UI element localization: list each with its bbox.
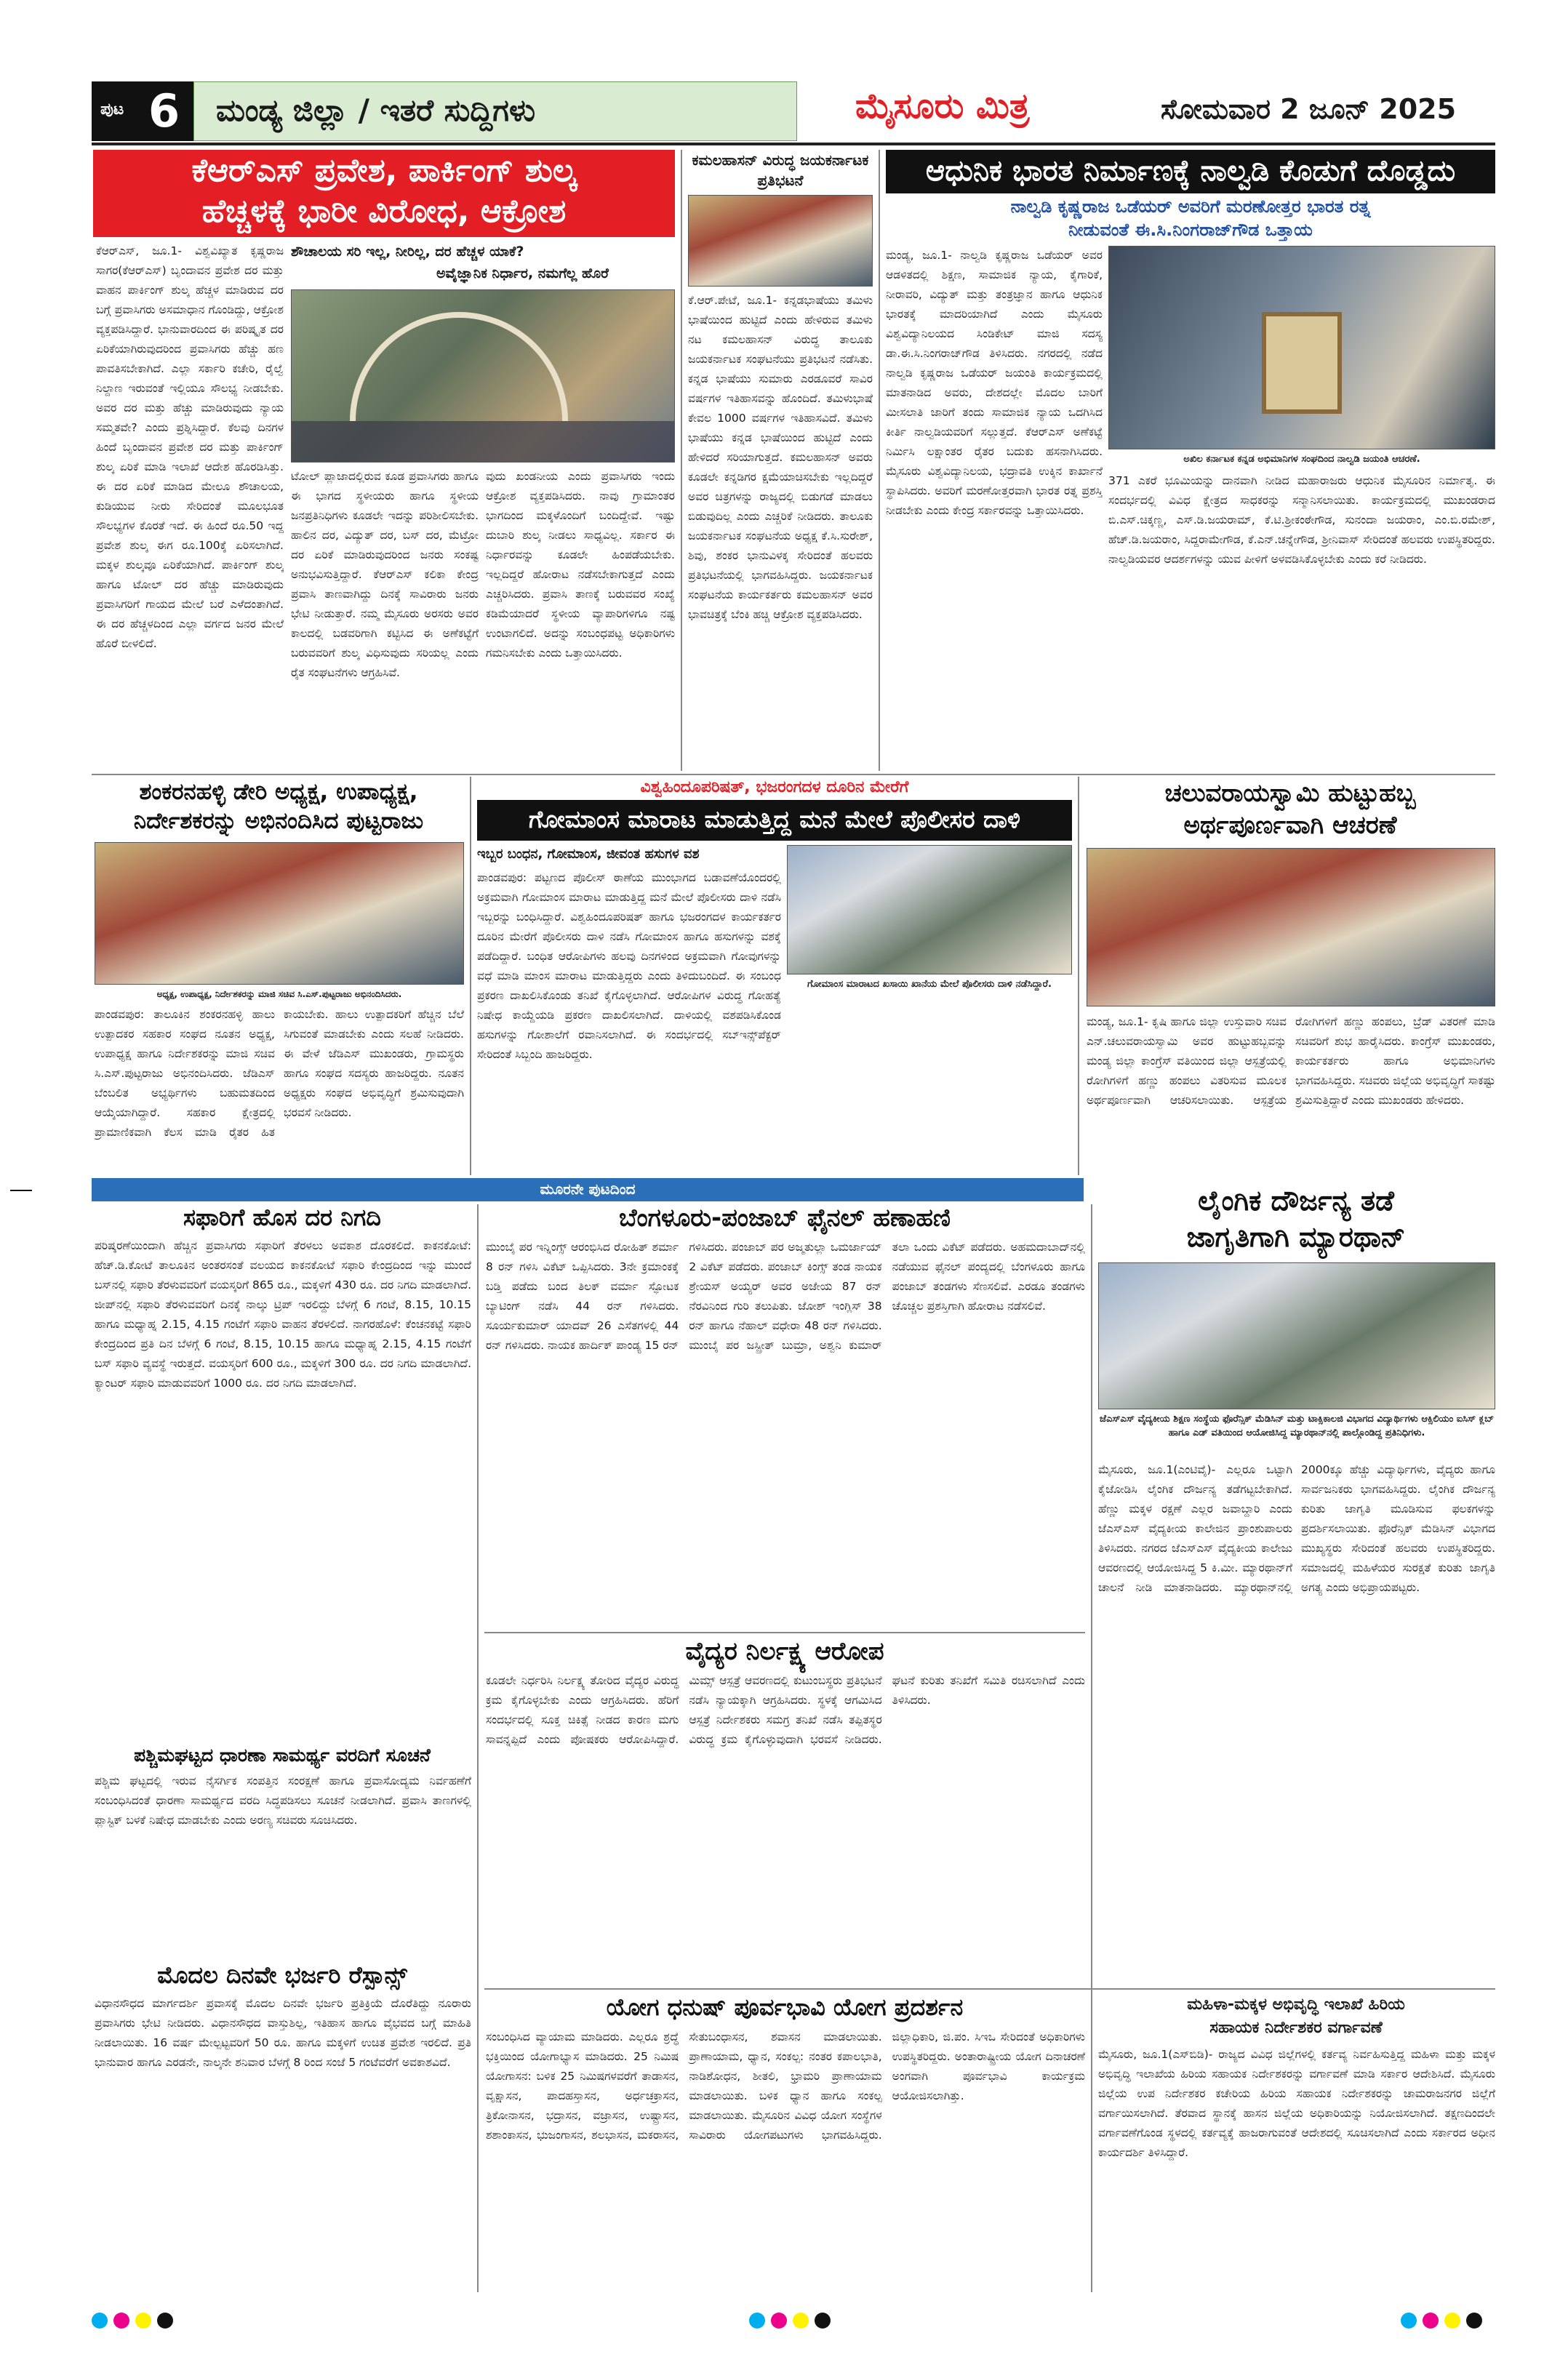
ghats-body: ಪಶ್ಚಿಮ ಘಟ್ಟದಲ್ಲಿ ಇರುವ ನೈಸರ್ಗಿಕ ಸಂಪತ್ತಿನ ಸಂರಕ್ಷಣೆ ಹಾಗೂ ಪ್ರವಾಸೋದ್ಯಮ ನಿರ್ವಹಣೆಗೆ ಸಂಬಂಧಿಸಿದಂತೆ ಧಾರಣಾ ಸಾಮರ್ಥ್ಯದ ವರದಿ ಸಿದ್ಧಪಡಿಸಲು ಸೂಚನೆ ನೀಡಲಾಗಿದೆ. ಪ್ರವಾಸಿ ತಾಣಗಳಲ್ಲಿ ಪ್ಲಾಸ್ಟಿಕ್ ಬಳಕೆ ನಿಷೇಧ ಮಾಡಬೇಕು ಎಂದು ಅರಣ್ಯ ಸಚಿವರು ಸೂಚಿಸಿದರು.: [95, 1774, 471, 1827]
marathon-headline-1: ಲೈಂಗಿಕ ದೌರ್ಜನ್ಯ ತಡೆ: [1198, 1185, 1394, 1217]
page-number: 6: [148, 84, 180, 137]
mahila-body: ಮೈಸೂರು, ಜೂ.1(ಎಸ್‌ಬಿಡಿ)- ರಾಜ್ಯದ ವಿವಿಧ ಜಿಲ್ಲೆಗಳಲ್ಲಿ ಕರ್ತವ್ಯ ನಿರ್ವಹಿಸುತ್ತಿದ್ದ ಮಹಿಳಾ ಮತ್ತು ಮಕ್ಕಳ ಅಭಿವೃದ್ಧಿ ಇಲಾಖೆಯ ಹಿರಿಯ ಸಹಾಯಕ ನಿರ್ದೇಶಕರನ್ನು ವರ್ಗಾವಣೆ ಮಾಡಿ ಸರ್ಕಾರ ಆದೇಶಿಸಿದೆ. ಮೈಸೂರು ಜಿಲ್ಲೆಯ ಉಪ ನಿರ್ದೇಶಕರ ಕಚೇರಿಯ ಹಿರಿಯ ಸಹಾಯಕ ನಿರ್ದೇಶಕರನ್ನು ಚಾಮರಾಜನಗರ ಜಿಲ್ಲೆಗೆ ವರ್ಗಾಯಿಸಲಾಗಿದೆ. ತೆರವಾದ ಸ್ಥಾನಕ್ಕೆ ಹಾಸನ ಜಿಲ್ಲೆಯ ಅಧಿಕಾರಿಯನ್ನು ನಿಯೋಜಿಸಲಾಗಿದೆ. ತಕ್ಷಣದಿಂದಲೇ ವರ್ಗಾವಣೆಗೊಂಡ ಸ್ಥಳದಲ್ಲಿ ಕರ್ತವ್ಯಕ್ಕೆ ಹಾಜರಾಗುವಂತೆ ಆದೇಶದಲ್ಲಿ ಸೂಚಿಸಲಾಗಿದೆ ಎಂದು ಸರ್ಕಾರದ ಅಧೀನ ಕಾರ್ಯದರ್ಶಿ ತಿಳಿಸಿದ್ದಾರೆ.: [1098, 2048, 1495, 2159]
cyan-dot: [92, 2313, 108, 2329]
krs-subhead-2: ಅವೈಜ್ಞಾನಿಕ ನಿರ್ಧಾರ, ನಮಗೆಲ್ಲ ಹೊರೆ: [436, 265, 609, 281]
beef-headline: ಗೋಮಾಂಸ ಮಾರಾಟ ಮಾಡುತ್ತಿದ್ದ ಮನೆ ಮೇಲೆ ಪೊಲೀಸರ ದಾಳಿ: [529, 805, 1020, 833]
krs-gate-photo: [291, 289, 675, 463]
ghats-headline: ಪಶ್ಚಿಮಘಟ್ಟದ ಧಾರಣಾ ಸಾಮರ್ಥ್ಯ ವರದಿಗೆ ಸೂಚನೆ: [134, 1745, 431, 1766]
safari-body: ಪರಿಷ್ಕರಣೆಯಿಂದಾಗಿ ಹೆಚ್ಚಿನ ಪ್ರವಾಸಿಗರು ಸಫಾರಿಗೆ ತೆರಳಲು ಅವಕಾಶ ದೊರಕಲಿದೆ. ಕಾಕನಕೋಟೆ: ಹೆಚ್.ಡಿ.ಕೋಟೆ ತಾಲೂಕಿನ ಅಂತರಸಂತೆ ವಲಯದ ಕಾಕನಕೋಟೆ ಸಫಾರಿ ಕೇಂದ್ರದಿಂದ ಇನ್ನು ಮುಂದೆ ಬಸ್‌ನಲ್ಲಿ ಸಫಾರಿ ತೆರಳುವವರಿಗೆ ವಯಸ್ಕರಿಗೆ 865 ರೂ., ಮಕ್ಕಳಿಗೆ 430 ರೂ. ದರ ನಿಗದಿ ಮಾಡಲಾಗಿದೆ. ಜೀಪ್‌ನಲ್ಲಿ ಸಫಾರಿ ತೆರಳುವವರಿಗೆ ದಿನಕ್ಕೆ ನಾಲ್ಕು ಟ್ರಿಪ್ ಇರಲಿದ್ದು ಬೆಳಗ್ಗೆ 6 ಗಂಟೆ, 8.15, 10.15 ಹಾಗೂ ಮಧ್ಯಾಹ್ನ 2.15, 4.15 ಗಂಟೆಗೆ ಸಫಾರಿ ವಾಹನ ತೆರಳಲಿದೆ. ನಾಗರಹೊಳೆ: ಕೆಂಚನಕಟ್ಟೆ ಸಫಾರಿ ಕೇಂದ್ರದಿಂದ ಪ್ರತಿ ದಿನ ಬೆಳಗ್ಗೆ 6 ಗಂಟೆ, 8.15, 10.15 ಹಾಗೂ ಮಧ್ಯಾಹ್ನ 2.15, 4.15 ಗಂಟೆಗೆ ಬಸ್ ಸಫಾರಿ ವ್ಯವಸ್ಥೆ ಇರುತ್ತದೆ. ವಯಸ್ಕರಿಗೆ 600 ರೂ., ಮಕ್ಕಳಿಗೆ 300 ರೂ. ದರ ನಿಗದಿ ಮಾಡಲಾಗಿದೆ. ಕ್ಯಾಂಟರ್ ಸಫಾರಿ ಮಾಡುವವರಿಗೆ 1000 ರೂ. ದರ ನಿಗದಿ ಮಾಡಲಾಗಿದೆ.: [95, 1239, 471, 1390]
beef-photo-caption: ಗೋಮಾಂಸ ಮಾರಾಟದ ಖಸಾಯಿ ಖಾನೆಯ ಮೇಲೆ ಪೊಲೀಸರು ದಾಳಿ ನಡೆಸಿದ್ದಾರೆ.: [807, 979, 1052, 990]
shankar-group-photo: [95, 842, 464, 985]
beef-headline-box: [477, 800, 1072, 841]
krs-headline-box: [93, 150, 675, 237]
marathon-runners-photo: [1098, 1262, 1495, 1409]
magenta-dot: [1423, 2313, 1439, 2329]
beef-subhead: ಇಬ್ಬರ ಬಂಧನ, ಗೋಮಾಂಸ, ಜೀವಂತ ಹಸುಗಳ ವಶ: [477, 846, 700, 862]
row-divider-2: [484, 1632, 1085, 1633]
shankar-headline-1: ಶಂಕರನಹಳ್ಳಿ ಡೇರಿ ಅಧ್ಯಕ್ಷ, ಉಪಾಧ್ಯಕ್ಷ,: [139, 779, 418, 805]
krs-gate-crowd: [292, 421, 675, 463]
section-title-bar: [193, 81, 797, 141]
response-body: ವಿಧಾನಸೌಧದ ಮಾರ್ಗದರ್ಶಿ ಪ್ರವಾಸಕ್ಕೆ ಮೊದಲ ದಿನವೇ ಭರ್ಜರಿ ಪ್ರತಿಕ್ರಿಯೆ ದೊರೆತಿದ್ದು ನೂರಾರು ಪ್ರವಾಸಿಗರು ಭೇಟಿ ನೀಡಿದರು. ವಿಧಾನಸೌಧದ ವಾಸ್ತುಶಿಲ್ಪ, ಇತಿಹಾಸ ಹಾಗೂ ವೈಭವದ ಬಗ್ಗೆ ಮಾಹಿತಿ ನೀಡಲಾಯಿತು. 16 ವರ್ಷ ಮೇಲ್ಪಟ್ಟವರಿಗೆ 50 ರೂ. ಹಾಗೂ ಮಕ್ಕಳಿಗೆ ಉಚಿತ ಪ್ರವೇಶ ಇರಲಿದೆ. ಪ್ರತಿ ಭಾನುವಾರ ಹಾಗೂ ಎರಡನೇ, ನಾಲ್ಕನೇ ಶನಿವಾರ ಬೆಳಗ್ಗೆ 8 ರಿಂದ ಸಂಜೆ 5 ಗಂಟೆವರೆಗೆ ಅವಕಾಶವಿದೆ.: [95, 1997, 471, 2069]
column-divider-3: [470, 777, 471, 1175]
nalvadi-headline: ಆಧುನಿಕ ಭಾರತ ನಿರ್ಮಾಣಕ್ಕೆ ನಾಲ್ವಡಿ ಕೊಡುಗೆ ದೊಡ್ಡದು: [925, 154, 1456, 188]
magenta-dot: [771, 2313, 787, 2329]
beef-body: ಪಾಂಡವಪುರ: ಪಟ್ಟಣದ ಪೊಲೀಸ್ ಠಾಣೆಯ ಮುಂಭಾಗದ ಬಡಾವಣೆಯೊಂದರಲ್ಲಿ ಅಕ್ರಮವಾಗಿ ಗೋಮಾಂಸ ಮಾರಾಟ ಮಾಡುತ್ತಿದ್ದ ಮನೆ ಮೇಲೆ ಪೊಲೀಸರು ದಾಳಿ ನಡೆಸಿ ಇಬ್ಬರನ್ನು ಬಂಧಿಸಿದ್ದಾರೆ. ವಿಶ್ವಹಿಂದೂಪರಿಷತ್ ಹಾಗೂ ಭಜರಂಗದಳ ಕಾರ್ಯಕರ್ತರ ದೂರಿನ ಮೇರೆಗೆ ಪೊಲೀಸರು ದಾಳಿ ನಡೆಸಿ ಗೋಮಾಂಸ ಹಾಗೂ ಹಸುಗಳನ್ನು ವಶಕ್ಕೆ ಪಡೆದಿದ್ದಾರೆ. ಬಂಧಿತ ಆರೋಪಿಗಳು ಹಲವು ದಿನಗಳಿಂದ ಅಕ್ರಮವಾಗಿ ಗೋವುಗಳನ್ನು ವಧೆ ಮಾಡಿ ಮಾಂಸ ಮಾರಾಟ ಮಾಡುತ್ತಿದ್ದರು ಎಂದು ತಿಳಿದುಬಂದಿದೆ. ಈ ಸಂಬಂಧ ಪ್ರಕರಣ ದಾಖಲಿಸಿಕೊಂಡು ತನಿಖೆ ಕೈಗೊಳ್ಳಲಾಗಿದೆ. ಆರೋಪಿಗಳ ವಿರುದ್ಧ ಗೋಹತ್ಯೆ ನಿಷೇಧ ಕಾಯ್ದೆಯಡಿ ಪ್ರಕರಣ ದಾಖಲಿಸಲಾಗಿದೆ. ದಾಳಿಯಲ್ಲಿ ವಶಪಡಿಸಿಕೊಂಡ ಹಸುಗಳನ್ನು ಗೋಶಾಲೆಗೆ ರವಾನಿಸಲಾಗಿದೆ. ಈ ಸಂದರ್ಭದಲ್ಲಿ ಸಬ್‌ಇನ್ಸ್‌ಪೆಕ್ಟರ್ ಸೇರಿದಂತೆ ಸಿಬ್ಬಂದಿ ಹಾಜರಿದ್ದರು.: [477, 871, 781, 1061]
yellow-dot: [135, 2313, 151, 2329]
registration-marks-center: [749, 2313, 844, 2330]
issue-date: ಸೋಮವಾರ 2 ಜೂನ್ 2025: [1161, 93, 1457, 125]
column-divider-5: [477, 1204, 479, 2292]
krs-gate-arch: [350, 312, 568, 421]
yoga-headline: ಯೋಗ ಧನುಷ್ ಪೂರ್ವಭಾವಿ ಯೋಗ ಪ್ರದರ್ಶನ: [606, 1993, 964, 2021]
kamal-body: ಕೆ.ಆರ್.ಪೇಟೆ, ಜೂ.1- ಕನ್ನಡಭಾಷೆಯು ತಮಿಳು ಭಾಷೆಯಿಂದ ಹುಟ್ಟಿದೆ ಎಂದು ಹೇಳಿರುವ ತಮಿಳು ನಟ ಕಮಲಹಾಸನ್ ವಿರುದ್ಧ ತಾಲೂಕು ಜಯಕರ್ನಾಟಕ ಸಂಘಟನೆಯು ಪ್ರತಿಭಟನೆ ನಡೆಸಿತು. ಕನ್ನಡ ಭಾಷೆಯು ಸುಮಾರು ಎರಡೂವರೆ ಸಾವಿರ ವರ್ಷಗಳ ಇತಿಹಾಸವನ್ನು ಹೊಂದಿದೆ. ತಮಿಳುಭಾಷೆ ಕೇವಲ 1000 ವರ್ಷಗಳ ಇತಿಹಾಸವಿದೆ. ತಮಿಳು ಭಾಷೆಯು ಕನ್ನಡ ಭಾಷೆಯಿಂದ ಹುಟ್ಟಿದೆ ಎಂದು ಹೇಳಿದರೆ ಸರಿಯಾಗುತ್ತದೆ. ಕಮಲಹಾಸನ್ ಅವರು ಕೂಡಲೇ ಕನ್ನಡಿಗರ ಕ್ಷಮೆಯಾಚಿಸಬೇಕು ಇಲ್ಲದಿದ್ದರೆ ಅವರ ಚಿತ್ರಗಳನ್ನು ರಾಜ್ಯದಲ್ಲಿ ಬಿಡುಗಡೆ ಮಾಡಲು ಬಿಡುವುದಿಲ್ಲ ಎಂದು ಎಚ್ಚರಿಕೆ ನೀಡಿದರು. ತಾಲೂಕು ಜಯಕರ್ನಾಟಕ ಸಂಘಟನೆಯ ಅಧ್ಯಕ್ಷ ಕೆ.ಸಿ.ಸುರೇಶ್, ಶಿವು, ಶಂಕರ ಭಾನುವಿಳಕ್ಕ ಸೇರಿದಂತೆ ಹಲವರು ಪ್ರತಿಭಟನೆಯಲ್ಲಿ ಭಾಗವಹಿಸಿದ್ದರು. ಜಯಕರ್ನಾಟಕ ಸಂಘಟನೆಯ ಕಾರ್ಯಕರ್ತರು ಕಮಲಹಾಸನ್ ಅವರ ಭಾವಚಿತ್ರಕ್ಕೆ ಬೆಂಕಿ ಹಚ್ಚಿ ಆಕ್ರೋಶ ವ್ಯಕ್ತಪಡಿಸಿದರು.: [688, 294, 873, 621]
safari-headline: ಸಫಾರಿಗೆ ಹೊಸ ದರ ನಿಗದಿ: [183, 1204, 381, 1231]
column-divider-4: [1078, 777, 1079, 1175]
response-headline: ಮೊದಲ ದಿನವೇ ಭರ್ಜರಿ ರೆಸ್ಪಾನ್ಸ್: [157, 1961, 407, 1989]
continued-banner-label: ಮೂರನೇ ಪುಟದಿಂದ: [540, 1180, 636, 1198]
bengaluru-headline: ಬೆಂಗಳೂರು-ಪಂಜಾಬ್ ಫೈನಲ್ ಹಣಾಹಣಿ: [619, 1204, 951, 1233]
cyan-dot: [1401, 2313, 1417, 2329]
krs-headline-line-2: ಹೆಚ್ಚಳಕ್ಕೆ ಭಾರೀ ವಿರೋಧ, ಆಕ್ರೋಶ: [201, 193, 567, 230]
kamal-headline: ಕಮಲಹಾಸನ್ ವಿರುದ್ಧ ಜಯಕರ್ನಾಟಕ ಪ್ರತಿಭಟನೆ: [692, 151, 869, 189]
cheluvaraya-headline-1: ಚಲುವರಾಯಸ್ವಾಮಿ ಹುಟ್ಟುಹಬ್ಬ: [1164, 779, 1416, 808]
continued-banner: [92, 1178, 1084, 1201]
nalvadi-subhead-2: ನೀಡುವಂತೆ ಈ.ಸಿ.ನಿಂಗರಾಜ್‌ಗೌಡ ಒತ್ತಾಯ: [1068, 220, 1313, 240]
bengaluru-body: ಮುಂಬೈ ಪರ ಇನ್ನಿಂಗ್ಸ್ ಆರಂಭಿಸಿದ ರೋಹಿತ್ ಶರ್ಮಾ 8 ರನ್ ಗಳಿಸಿ ವಿಕೆಟ್ ಒಪ್ಪಿಸಿದರು. 3ನೇ ಕ್ರಮಾಂಕಕ್ಕೆ ಬಡ್ತಿ ಪಡೆದು ಬಂದ ತಿಲಕ್ ವರ್ಮಾ ಸ್ಫೋಟಕ ಬ್ಯಾಟಿಂಗ್ ನಡೆಸಿ 44 ರನ್ ಗಳಿಸಿದರು. ಸೂರ್ಯಕುಮಾರ್ ಯಾದವ್ 26 ಎಸೆತಗಳಲ್ಲಿ 44 ರನ್ ಗಳಿಸಿದರು. ನಾಯಕ ಹಾರ್ದಿಕ್ ಪಾಂಡ್ಯ 15 ರನ್ ಗಳಿಸಿದರು. ಪಂಜಾಬ್ ಪರ ಅಜ್ಮತುಲ್ಲಾ ಒಮರ್ಜಾಯ್ 2 ವಿಕೆಟ್ ಪಡೆದರು. ಪಂಜಾಬ್ ಕಿಂಗ್ಸ್ ತಂಡ ನಾಯಕ ಶ್ರೇಯಸ್ ಅಯ್ಯರ್ ಅವರ ಅಜೇಯ 87 ರನ್ ನೆರವಿನಿಂದ ಗುರಿ ತಲುಪಿತು. ಜೋಶ್ ಇಂಗ್ಲಿಸ್ 38 ರನ್ ಹಾಗೂ ನೆಹಾಲ್ ವಧೇರಾ 48 ರನ್ ಗಳಿಸಿದರು. ಮುಂಬೈ ಪರ ಜಸ್ಪ್ರೀತ್ ಬುಮ್ರಾ, ಅಶ್ವನಿ ಕುಮಾರ್ ತಲಾ ಒಂದು ವಿಕೆಟ್ ಪಡೆದರು. ಅಹಮದಾಬಾದ್‌ನಲ್ಲಿ ನಡೆಯುವ ಫೈನಲ್ ಪಂದ್ಯದಲ್ಲಿ ಬೆಂಗಳೂರು ಹಾಗೂ ಪಂಜಾಬ್ ತಂಡಗಳು ಸೆಣಸಲಿವೆ. ಎರಡೂ ತಂಡಗಳು ಚೊಚ್ಚಲ ಪ್ರಶಸ್ತಿಗಾಗಿ ಹೋರಾಟ ನಡೆಸಲಿವೆ.: [486, 1241, 1085, 1352]
krs-subhead-box: [291, 241, 675, 285]
registration-marks-left: [92, 2313, 186, 2330]
krs-body-left: ಕೆಆರ್‌ಎಸ್, ಜೂ.1- ವಿಶ್ವವಿಖ್ಯಾತ ಕೃಷ್ಣರಾಜ ಸಾಗರ(ಕೆಆರ್‌ಎಸ್) ಬೃಂದಾವನ ಪ್ರವೇಶ ದರ ಮತ್ತು ವಾಹನ ಪಾರ್ಕಿಂಗ್ ಶುಲ್ಕ ಹೆಚ್ಚಳ ಮಾಡಿರುವ ದರ ಬಗ್ಗೆ ಪ್ರವಾಸಿಗರು ಅಸಮಾಧಾನ ಗೊಂಡಿದ್ದು, ಆಕ್ರೋಶ ವ್ಯಕ್ತಪಡಿಸಿದ್ದಾರೆ. ಭಾನುವಾರದಿಂದ ಈ ಪರಿಷ್ಕೃತ ದರ ಏರಿಕೆಯಾಗಿರುವುದರಿಂದ ಪ್ರವಾಸಿಗರು ಹೆಚ್ಚು ಹಣ ಪಾವತಿಸಬೇಕಾಗಿದೆ. ಎಲ್ಲಾ ಸರ್ಕಾರಿ ಕಚೇರಿ, ರೈಲ್ವೆ ನಿಲ್ದಾಣ ಇರುವಂತೆ ಇಲ್ಲಿಯೂ ಸೌಲಭ್ಯ ನೀಡಬೇಕು. ಅವರ ದರ ಮತ್ತು ಹೆಚ್ಚು ಮಾಡಿರುವುದು ನ್ಯಾಯ ಸಮ್ಮತವೇ? ಎಂದು ಪ್ರಶ್ನಿಸಿದ್ದಾರೆ. ಕೆಲವು ದಿನಗಳ ಹಿಂದೆ ಬೃಂದಾವನ ಪ್ರವೇಶ ದರ ಮತ್ತು ಪಾರ್ಕಿಂಗ್ ಶುಲ್ಕ ಏರಿಕೆ ಮಾಡಿ ಇಲಾಖೆ ಆದೇಶ ಹೊರಡಿಸಿತ್ತು. ಈ ದರ ಏರಿಕೆ ಮಾಡಿದ ಮೇಲೂ ಶೌಚಾಲಯ, ಕುಡಿಯುವ ನೀರು ಸೇರಿದಂತೆ ಮೂಲಭೂತ ಸೌಲಭ್ಯಗಳ ಕೊರತೆ ಇದೆ. ಈ ಹಿಂದೆ ರೂ.50 ಇದ್ದ ಪ್ರವೇಶ ಶುಲ್ಕ ಈಗ ರೂ.100ಕ್ಕೆ ಏರಿಸಲಾಗಿದೆ. ಮಕ್ಕಳ ಶುಲ್ಕವೂ ಏರಿಕೆಯಾಗಿದೆ. ಪಾರ್ಕಿಂಗ್ ಶುಲ್ಕ ಹಾಗೂ ಟೋಲ್ ದರ ಹೆಚ್ಚು ಮಾಡಿರುವುದು ಪ್ರವಾಸಿಗರಿಗೆ ಗಾಯದ ಮೇಲೆ ಬರೆ ಎಳೆದಂತಾಗಿದೆ. ಈ ದರ ಹೆಚ್ಚಳದಿಂದ ಎಲ್ಲಾ ವರ್ಗದ ಜನರ ಮೇಲೆ ಹೊರೆ ಬೀಳಲಿದೆ.: [96, 244, 284, 650]
yellow-dot: [793, 2313, 809, 2329]
krs-headline-line-1: ಕೆಆರ್‌ಎಸ್ ಪ್ರವೇಶ, ಪಾರ್ಕಿಂಗ್ ಶುಲ್ಕ: [191, 152, 577, 189]
masthead-rule: [92, 143, 1495, 145]
marathon-photo-caption: ಜೆಎಸ್‌ಎಸ್ ವೈದ್ಯಕೀಯ ಶಿಕ್ಷಣ ಸಂಸ್ಥೆಯ ಫೊರೆನ್ಸಿಕ್ ಮೆಡಿಸಿನ್ ಮತ್ತು ಟಾಕ್ಸಿಕಾಲಜಿ ವಿಭಾಗದ ವಿದ್ಯಾರ್ಥಿಗಳು ಆಕ್ಸಿಲಿಯಂ ಐಸಿಸ್ ಕ್ಲಬ್ ಹಾಗೂ ಎಡ್ ವತಿಯಿಂದ ಆಯೋಜಿಸಿದ್ದ ಮ್ಯಾರಥಾನ್‌ನಲ್ಲಿ ಪಾಲ್ಗೊಂಡಿದ್ದ ಪ್ರತಿನಿಧಿಗಳು.: [1099, 1414, 1495, 1438]
registration-marks-right: [1401, 2313, 1495, 2330]
masthead: [92, 81, 1495, 141]
row-divider-3: [484, 1988, 1495, 1990]
krs-body-mid: ಟೋಲ್ ಪ್ಲಾಜಾದಲ್ಲಿರುವ ಕೂಡ ಪ್ರವಾಸಿಗರು ಹಾಗೂ ಈ ಭಾಗದ ಸ್ಥಳೀಯರು ಹಾಗೂ ಸ್ಥಳೀಯ ಜನಪ್ರತಿನಿಧಿಗಳು ಕೂಡಲೇ ಇದನ್ನು ಪರಿಶೀಲಿಸಬೇಕು. ಹಾಲಿನ ದರ, ವಿದ್ಯುತ್ ದರ, ಬಸ್ ದರ, ಮೆಟ್ರೋ ದರ ಏರಿಕೆ ಮಾಡಿರುವುದರಿಂದ ಜನರು ಸಂಕಷ್ಟ ಅನುಭವಿಸುತ್ತಿದ್ದಾರೆ. ಕೆಆರ್‌ಎಸ್ ಕಲಿಕಾ ಕೇಂದ್ರ ಪ್ರವಾಸಿ ತಾಣವಾಗಿದ್ದು ದಿನಕ್ಕೆ ಸಾವಿರಾರು ಜನರು ಭೇಟಿ ನೀಡುತ್ತಾರೆ. ನಮ್ಮ ಮೈಸೂರು ಅರಸರು ಅವರ ಕಾಲದಲ್ಲಿ ಬಡವರಿಗಾಗಿ ಕಟ್ಟಿಸಿದ ಈ ಅಣೆಕಟ್ಟೆಗೆ ಬರುವವರಿಗೆ ಶುಲ್ಕ ವಿಧಿಸುವುದು ಸರಿಯಲ್ಲ ಎಂದು ರೈತ ಸಂಘಟನೆಗಳು ಆಗ್ರಹಿಸಿವೆ.: [291, 470, 479, 679]
nalvadi-ceremony-photo: [1108, 246, 1495, 449]
page-label: ಪುಟ: [100, 100, 124, 119]
nalvadi-headline-box: [886, 150, 1495, 193]
margin-tick: [10, 1190, 32, 1191]
mahila-headline-2: ಸಹಾಯಕ ನಿರ್ದೇಶಕರ ವರ್ಗಾವಣೆ: [1209, 2019, 1383, 2037]
column-divider-1: [681, 150, 682, 771]
section-title: ಮಂಡ್ಯ ಜಿಲ್ಲಾ / ಇತರೆ ಸುದ್ದಿಗಳು: [216, 92, 536, 128]
page-number-box: [92, 81, 193, 141]
beef-body-continued: [787, 1008, 1072, 1171]
nalvadi-portrait-frame: [1262, 312, 1342, 414]
mahila-headline-1: ಮಹಿಳಾ-ಮಕ್ಕಳ ಅಭಿವೃದ್ಧಿ ಇಲಾಖೆ ಹಿರಿಯ: [1187, 1995, 1405, 2014]
nalvadi-body-left: ಮಂಡ್ಯ, ಜೂ.1- ನಾಲ್ವಡಿ ಕೃಷ್ಣರಾಜ ಒಡೆಯರ್ ಅವರ ಆಡಳಿತದಲ್ಲಿ ಶಿಕ್ಷಣ, ಸಾಮಾಜಿಕ ನ್ಯಾಯ, ಕೈಗಾರಿಕೆ, ನೀರಾವರಿ, ವಿದ್ಯುತ್ ಮತ್ತು ತಂತ್ರಜ್ಞಾನ ಹಾಗೂ ಆಧುನಿಕ ಭಾರತಕ್ಕೆ ಮಾದರಿಯಾಗಿದೆ ಎಂದು ಮೈಸೂರು ವಿಶ್ವವಿದ್ಯಾನಿಲಯದ ಸಿಂಡಿಕೇಟ್ ಮಾಜಿ ಸದಸ್ಯ ಡಾ.ಈ.ಸಿ.ನಿಂಗರಾಜ್‌ಗೌಡ ತಿಳಿಸಿದರು. ನಗರದಲ್ಲಿ ನಡೆದ ನಾಲ್ವಡಿ ಕೃಷ್ಣರಾಜ ಒಡೆಯರ್ ಜಯಂತಿ ಕಾರ್ಯಕ್ರಮದಲ್ಲಿ ಮಾತನಾಡಿದ ಅವರು, ದೇಶದಲ್ಲೇ ಮೊದಲ ಬಾರಿಗೆ ಮೀಸಲಾತಿ ಜಾರಿಗೆ ತಂದು ಸಾಮಾಜಿಕ ನ್ಯಾಯ ಒದಗಿಸಿದ ಕೀರ್ತಿ ನಾಲ್ವಡಿಯವರಿಗೆ ಸಲ್ಲುತ್ತದೆ. ಕೆಆರ್‌ಎಸ್ ಅಣೆಕಟ್ಟೆ ನಿರ್ಮಿಸಿ ಲಕ್ಷಾಂತರ ರೈತರ ಬದುಕು ಹಸನಾಗಿಸಿದರು. ಮೈಸೂರು ವಿಶ್ವವಿದ್ಯಾನಿಲಯ, ಭದ್ರಾವತಿ ಉಕ್ಕಿನ ಕಾರ್ಖಾನೆ ಸ್ಥಾಪಿಸಿದರು. ಅವರಿಗೆ ಮರಣೋತ್ತರವಾಗಿ ಭಾರತ ರತ್ನ ಪ್ರಶಸ್ತಿ ನೀಡಬೇಕು ಎಂದು ಕೇಂದ್ರ ಸರ್ಕಾರವನ್ನು ಒತ್ತಾಯಿಸಿದರು.: [886, 249, 1103, 517]
row-divider-1: [92, 774, 1495, 775]
yoga-body: ಸಂಬಂಧಿಸಿದ ವ್ಯಾಯಾಮ ಮಾಡಿದರು. ಎಲ್ಲರೂ ಶ್ರದ್ಧೆ ಭಕ್ತಿಯಿಂದ ಯೋಗಾಭ್ಯಾಸ ಮಾಡಿದರು. 25 ನಿಮಿಷ ಯೋಗಾಸನ: ಬಳಿಕ 25 ನಿಮಿಷಗಳವರೆಗೆ ತಾಡಾಸನ, ವೃಕ್ಷಾಸನ, ಪಾದಹಸ್ತಾಸನ, ಅರ್ಧಚಕ್ರಾಸನ, ತ್ರಿಕೋನಾಸನ, ಭದ್ರಾಸನ, ವಜ್ರಾಸನ, ಉಷ್ಟ್ರಾಸನ, ಶಶಾಂಕಾಸನ, ಭುಜಂಗಾಸನ, ಶಲಭಾಸನ, ಮಕರಾಸನ, ಸೇತುಬಂಧಾಸನ, ಶವಾಸನ ಮಾಡಲಾಯಿತು. ಪ್ರಾಣಾಯಾಮ, ಧ್ಯಾನ, ಸಂಕಲ್ಪ: ನಂತರ ಕಪಾಲಭಾತಿ, ನಾಡಿಶೋಧನ, ಶೀತಲಿ, ಭ್ರಾಮರಿ ಪ್ರಾಣಾಯಾಮ ಮಾಡಲಾಯಿತು. ಬಳಿಕ ಧ್ಯಾನ ಹಾಗೂ ಸಂಕಲ್ಪ ಮಾಡಲಾಯಿತು. ಮೈಸೂರಿನ ವಿವಿಧ ಯೋಗ ಸಂಸ್ಥೆಗಳ ಸಾವಿರಾರು ಯೋಗಪಟುಗಳು ಭಾಗವಹಿಸಿದ್ದರು. ಜಿಲ್ಲಾಧಿಕಾರಿ, ಜಿ.ಪಂ. ಸಿಇಒ ಸೇರಿದಂತೆ ಅಧಿಕಾರಿಗಳು ಉಪಸ್ಥಿತರಿದ್ದರು. ಅಂತಾರಾಷ್ಟ್ರೀಯ ಯೋಗ ದಿನಾಚರಣೆ ಅಂಗವಾಗಿ ಪೂರ್ವಭಾವಿ ಕಾರ್ಯಕ್ರಮ ಆಯೋಜಿಸಲಾಗಿತ್ತು.: [486, 2030, 1085, 2142]
column-divider-6: [1091, 1204, 1092, 2292]
shankar-photo-caption: ಅಧ್ಯಕ್ಷ, ಉಪಾಧ್ಯಕ್ಷ, ನಿರ್ದೇಶಕರನ್ನು ಮಾಜಿ ಸಚಿವ ಸಿ.ಎಸ್.ಪುಟ್ಟರಾಜು ಅಭಿನಂದಿಸಿದರು.: [156, 989, 402, 999]
cheluvaraya-headline-2: ಅರ್ಥಪೂರ್ಣವಾಗಿ ಆಚರಣೆ: [1183, 811, 1397, 840]
nalvadi-subhead-1: ನಾಲ್ವಡಿ ಕೃಷ್ಣರಾಜ ಒಡೆಯರ್ ಅವರಿಗೆ ಮರಣೋತ್ತರ ಭಾರತ ರತ್ನ: [1010, 196, 1371, 217]
black-dot: [157, 2313, 173, 2329]
vaidya-body: ಕೂಡಲೇ ನಿರ್ಧರಿಸಿ ನಿರ್ಲಕ್ಷ್ಯ ತೋರಿದ ವೈದ್ಯರ ವಿರುದ್ಧ ಕ್ರಮ ಕೈಗೊಳ್ಳಬೇಕು ಎಂದು ಆಗ್ರಹಿಸಿದರು. ಹೆರಿಗೆ ಸಂದರ್ಭದಲ್ಲಿ ಸೂಕ್ತ ಚಿಕಿತ್ಸೆ ನೀಡದ ಕಾರಣ ಮಗು ಸಾವನ್ನಪ್ಪಿದೆ ಎಂದು ಪೋಷಕರು ಆರೋಪಿಸಿದ್ದಾರೆ. ಮಿಮ್ಸ್ ಆಸ್ಪತ್ರೆ ಆವರಣದಲ್ಲಿ ಕುಟುಂಬಸ್ಥರು ಪ್ರತಿಭಟನೆ ನಡೆಸಿ ನ್ಯಾಯಕ್ಕಾಗಿ ಆಗ್ರಹಿಸಿದರು. ಸ್ಥಳಕ್ಕೆ ಆಗಮಿಸಿದ ಆಸ್ಪತ್ರೆ ನಿರ್ದೇಶಕರು ಸಮಗ್ರ ತನಿಖೆ ನಡೆಸಿ ತಪ್ಪಿತಸ್ಥರ ವಿರುದ್ಧ ಕ್ರಮ ಕೈಗೊಳ್ಳುವುದಾಗಿ ಭರವಸೆ ನೀಡಿದರು. ಘಟನೆ ಕುರಿತು ತನಿಖೆಗೆ ಸಮಿತಿ ರಚಿಸಲಾಗಿದೆ ಎಂದು ತಿಳಿಸಿದರು.: [486, 1674, 1085, 1746]
marathon-headline-2: ಜಾಗೃತಿಗಾಗಿ ಮ್ಯಾರಥಾನ್: [1186, 1221, 1406, 1253]
magenta-dot: [113, 2313, 129, 2329]
shankar-body: ಪಾಂಡವಪುರ: ತಾಲೂಕಿನ ಶಂಕರನಹಳ್ಳಿ ಹಾಲು ಉತ್ಪಾದಕರ ಸಹಕಾರ ಸಂಘದ ನೂತನ ಅಧ್ಯಕ್ಷ, ಉಪಾಧ್ಯಕ್ಷ ಹಾಗೂ ನಿರ್ದೇಶಕರನ್ನು ಮಾಜಿ ಸಚಿವ ಸಿ.ಎಸ್.ಪುಟ್ಟರಾಜು ಅಭಿನಂದಿಸಿದರು. ಜೆಡಿಎಸ್ ಬೆಂಬಲಿತ ಅಭ್ಯರ್ಥಿಗಳು ಬಹುಮತದಿಂದ ಆಯ್ಕೆಯಾಗಿದ್ದಾರೆ. ಸಹಕಾರ ಕ್ಷೇತ್ರದಲ್ಲಿ ಪ್ರಾಮಾಣಿಕವಾಗಿ ಕೆಲಸ ಮಾಡಿ ರೈತರ ಹಿತ ಕಾಯಬೇಕು. ಹಾಲು ಉತ್ಪಾದಕರಿಗೆ ಹೆಚ್ಚಿನ ಬೆಲೆ ಸಿಗುವಂತೆ ಮಾಡಬೇಕು ಎಂದು ಸಲಹೆ ನೀಡಿದರು. ಈ ವೇಳೆ ಜೆಡಿಎಸ್ ಮುಖಂಡರು, ಗ್ರಾಮಸ್ಥರು ಹಾಗೂ ಸಂಘದ ಸದಸ್ಯರು ಹಾಜರಿದ್ದರು. ನೂತನ ಅಧ್ಯಕ್ಷರು ಸಂಘದ ಅಭಿವೃದ್ಧಿಗೆ ಶ್ರಮಿಸುವುದಾಗಿ ಭರವಸೆ ನೀಡಿದರು.: [95, 1008, 464, 1139]
yellow-dot: [1444, 2313, 1460, 2329]
krs-body-right: ವುದು ಖಂಡನೀಯ ಎಂದು ಪ್ರವಾಸಿಗರು ಇಂದು ಆಕ್ರೋಶ ವ್ಯಕ್ತಪಡಿಸಿದರು. ನಾವು ಗ್ರಾಮಾಂತರ ಭಾಗದಿಂದ ಮಕ್ಕಳೊಂದಿಗೆ ಬಂದಿದ್ದೇವೆ. ಇಷ್ಟು ದುಬಾರಿ ಶುಲ್ಕ ನೀಡಲು ಸಾಧ್ಯವಿಲ್ಲ. ಸರ್ಕಾರ ಈ ನಿರ್ಧಾರವನ್ನು ಕೂಡಲೇ ಹಿಂಪಡೆಯಬೇಕು. ಇಲ್ಲದಿದ್ದರೆ ಹೋರಾಟ ನಡೆಸಬೇಕಾಗುತ್ತದೆ ಎಂದು ಎಚ್ಚರಿಸಿದರು. ಪ್ರವಾಸಿ ತಾಣಕ್ಕೆ ಬರುವವರ ಸಂಖ್ಯೆ ಕಡಿಮೆಯಾದರೆ ಸ್ಥಳೀಯ ವ್ಯಾಪಾರಿಗಳಿಗೂ ನಷ್ಟ ಉಂಟಾಗಲಿದೆ. ಅದನ್ನು ಸಂಬಂಧಪಟ್ಟ ಅಧಿಕಾರಿಗಳು ಗಮನಿಸಬೇಕು ಎಂದು ಒತ್ತಾಯಿಸಿದರು.: [486, 470, 675, 660]
cheluvaraya-hospital-photo: [1087, 848, 1495, 1006]
black-dot: [1466, 2313, 1482, 2329]
kamal-protest-photo: [688, 195, 873, 287]
vaidya-headline: ವೈದ್ಯರ ನಿರ್ಲಕ್ಷ್ಯ ಆರೋಪ: [685, 1637, 884, 1666]
nalvadi-photo-caption: ಅಖಿಲ ಕರ್ನಾಟಕ ಕನ್ನಡ ಅಭಿಮಾನಿಗಳ ಸಂಘದಿಂದ ನಾಲ್ವಡಿ ಜಯಂತಿ ಆಚರಣೆ.: [1183, 454, 1420, 465]
beef-raid-photo: [787, 845, 1072, 974]
marathon-body: ಮೈಸೂರು, ಜೂ.1(ಎಂಟಿವೈ)- ಎಲ್ಲರೂ ಒಟ್ಟಾಗಿ ಕೈಜೋಡಿಸಿ ಲೈಂಗಿಕ ದೌರ್ಜನ್ಯ ತಡೆಗಟ್ಟಬೇಕಾಗಿದೆ. ಹೆಣ್ಣು ಮಕ್ಕಳ ರಕ್ಷಣೆ ಎಲ್ಲರ ಜವಾಬ್ದಾರಿ ಎಂದು ಜೆಎಸ್‌ಎಸ್ ವೈದ್ಯಕೀಯ ಕಾಲೇಜಿನ ಪ್ರಾಂಶುಪಾಲರು ತಿಳಿಸಿದರು. ನಗರದ ಜೆಎಸ್‌ಎಸ್ ವೈದ್ಯಕೀಯ ಕಾಲೇಜು ಆವರಣದಲ್ಲಿ ಆಯೋಜಿಸಿದ್ದ 5 ಕಿ.ಮೀ. ಮ್ಯಾರಥಾನ್‌ಗೆ ಚಾಲನೆ ನೀಡಿ ಮಾತನಾಡಿದರು. ಮ್ಯಾರಥಾನ್‌ನಲ್ಲಿ 2000ಕ್ಕೂ ಹೆಚ್ಚು ವಿದ್ಯಾರ್ಥಿಗಳು, ವೈದ್ಯರು ಹಾಗೂ ಸಾರ್ವಜನಿಕರು ಭಾಗವಹಿಸಿದ್ದರು. ಲೈಂಗಿಕ ದೌರ್ಜನ್ಯ ಕುರಿತು ಜಾಗೃತಿ ಮೂಡಿಸುವ ಫಲಕಗಳನ್ನು ಪ್ರದರ್ಶಿಸಲಾಯಿತು. ಫೊರೆನ್ಸಿಕ್ ಮೆಡಿಸಿನ್ ವಿಭಾಗದ ಮುಖ್ಯಸ್ಥರು ಸೇರಿದಂತೆ ಹಲವರು ಉಪಸ್ಥಿತರಿದ್ದರು. ಸಮಾಜದಲ್ಲಿ ಮಹಿಳೆಯರ ಸುರಕ್ಷತೆ ಕುರಿತು ಜಾಗೃತಿ ಅಗತ್ಯ ಎಂದು ಅಭಿಪ್ರಾಯಪಟ್ಟರು.: [1098, 1463, 1495, 1594]
nalvadi-body-right: 371 ಎಕರೆ ಭೂಮಿಯನ್ನು ದಾನವಾಗಿ ನೀಡಿದ ಮಹಾರಾಜರು ಆಧುನಿಕ ಮೈಸೂರಿನ ನಿರ್ಮಾತೃ. ಈ ಸಂದರ್ಭದಲ್ಲಿ ವಿವಿಧ ಕ್ಷೇತ್ರದ ಸಾಧಕರನ್ನು ಸನ್ಮಾನಿಸಲಾಯಿತು. ಕಾರ್ಯಕ್ರಮದಲ್ಲಿ ಮುಖಂಡರಾದ ಬಿ.ಎಸ್.ಚಿಕ್ಕಣ್ಣ, ಎಸ್.ಡಿ.ಜಯರಾಮ್, ಕೆ.ಟಿ.ಶ್ರೀಕಂಠೇಗೌಡ, ಸುನಂದಾ ಜಯರಾಂ, ಎಂ.ಬಿ.ರಮೇಶ್, ಹೆಚ್.ಡಿ.ಜಯರಾಂ, ಸಿದ್ದರಾಮೇಗೌಡ, ಕೆ.ಎನ್.ಚನ್ನೇಗೌಡ, ಶ್ರೀನಿವಾಸ್ ಸೇರಿದಂತೆ ಹಲವರು ಉಪಸ್ಥಿತರಿದ್ದರು. ನಾಲ್ವಡಿಯವರ ಆದರ್ಶಗಳನ್ನು ಯುವ ಪೀಳಿಗೆ ಅಳವಡಿಸಿಕೊಳ್ಳಬೇಕು ಎಂದು ಕರೆ ನೀಡಿದರು.: [1108, 474, 1495, 566]
krs-subhead-1: ಶೌಚಾಲಯ ಸರಿ ಇಲ್ಲ, ನೀರಿಲ್ಲ, ದರ ಹೆಚ್ಚಳ ಯಾಕೆ?: [291, 244, 524, 260]
column-divider-2: [879, 150, 880, 771]
beef-kicker: ವಿಶ್ವಹಿಂದೂಪರಿಷತ್, ಭಜರಂಗದಳ ದೂರಿನ ಮೇರೆಗೆ: [640, 778, 909, 796]
black-dot: [815, 2313, 831, 2329]
cheluvaraya-body: ಮಂಡ್ಯ, ಜೂ.1- ಕೃಷಿ ಹಾಗೂ ಜಿಲ್ಲಾ ಉಸ್ತುವಾರಿ ಸಚಿವ ಎನ್.ಚಲುವರಾಯಸ್ವಾಮಿ ಅವರ ಹುಟ್ಟುಹಬ್ಬವನ್ನು ಮಂಡ್ಯ ಜಿಲ್ಲಾ ಕಾಂಗ್ರೆಸ್ ವತಿಯಿಂದ ಜಿಲ್ಲಾ ಆಸ್ಪತ್ರೆಯಲ್ಲಿ ರೋಗಿಗಳಿಗೆ ಹಣ್ಣು ಹಂಪಲು ವಿತರಿಸುವ ಮೂಲಕ ಅರ್ಥಪೂರ್ಣವಾಗಿ ಆಚರಿಸಲಾಯಿತು. ಆಸ್ಪತ್ರೆಯ ರೋಗಿಗಳಿಗೆ ಹಣ್ಣು ಹಂಪಲು, ಬ್ರೆಡ್ ವಿತರಣೆ ಮಾಡಿ ಸಚಿವರಿಗೆ ಶುಭ ಹಾರೈಸಿದರು. ಕಾಂಗ್ರೆಸ್ ಮುಖಂಡರು, ಕಾರ್ಯಕರ್ತರು ಹಾಗೂ ಅಭಿಮಾನಿಗಳು ಭಾಗವಹಿಸಿದ್ದರು. ಸಚಿವರು ಜಿಲ್ಲೆಯ ಅಭಿವೃದ್ಧಿಗೆ ಸಾಕಷ್ಟು ಶ್ರಮಿಸುತ್ತಿದ್ದಾರೆ ಎಂದು ಮುಖಂಡರು ಹೇಳಿದರು.: [1087, 1015, 1495, 1107]
shankar-headline-2: ನಿರ್ದೇಶಕರನ್ನು ಅಭಿನಂದಿಸಿದ ಪುಟ್ಟರಾಜು: [133, 808, 424, 834]
cyan-dot: [749, 2313, 765, 2329]
paper-name: ಮೈಸೂರು ಮಿತ್ರ: [855, 86, 1030, 127]
